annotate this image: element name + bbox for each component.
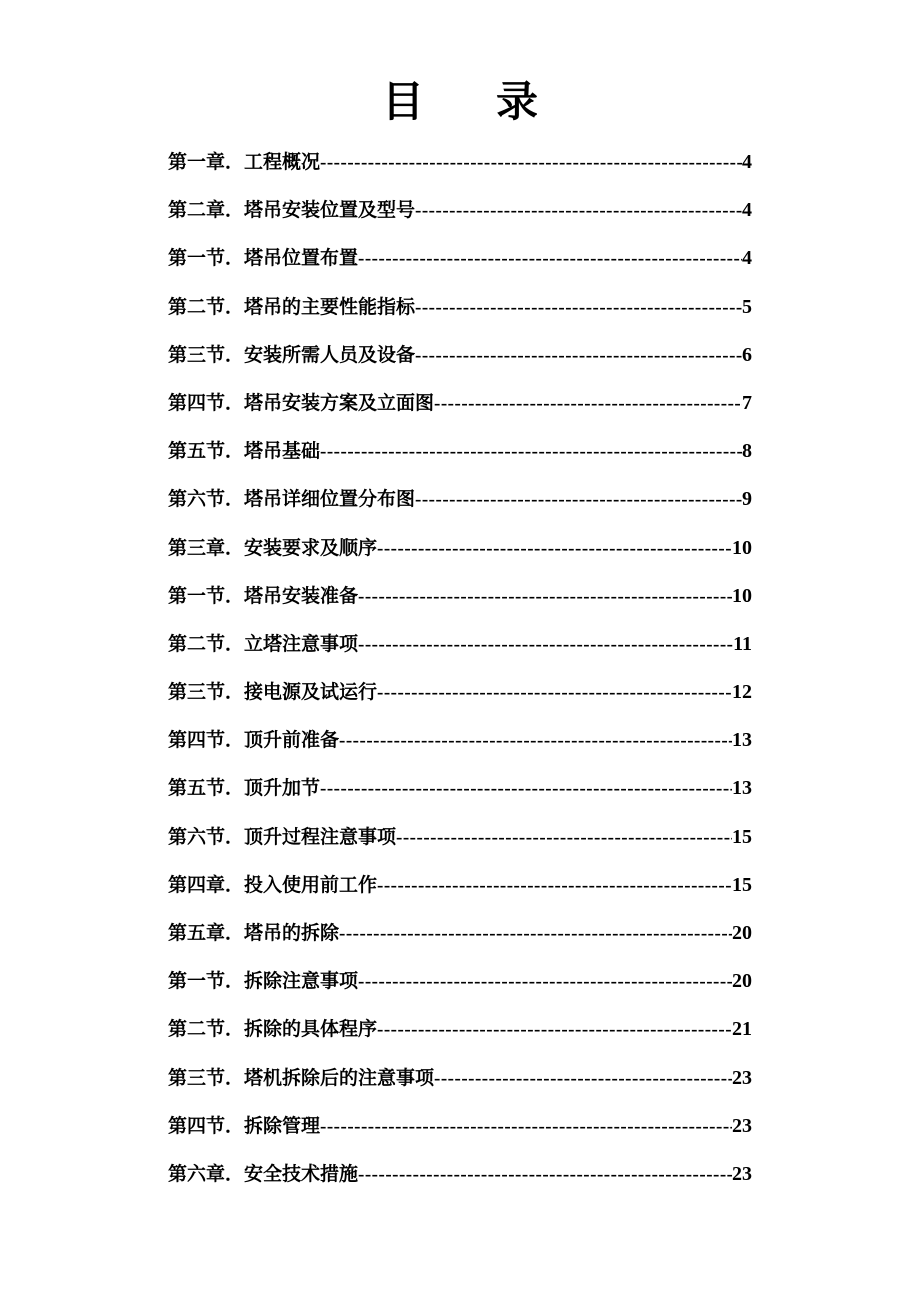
toc-leader-dashes — [415, 476, 742, 523]
toc-leader-dashes — [320, 428, 742, 475]
toc-entry-page-number: 20 — [732, 970, 752, 993]
toc-entry-page-number: 4 — [742, 199, 752, 222]
toc-entry-label: 第四节．拆除管理 — [168, 1114, 321, 1137]
toc-entry-page-number: 13 — [732, 777, 752, 800]
toc-entry[interactable] — [168, 909, 752, 957]
toc-leader-dashes — [320, 139, 742, 186]
toc-entry[interactable] — [168, 620, 752, 668]
toc-entry-page-number: 4 — [742, 151, 752, 173]
toc-leader-dashes — [434, 1055, 732, 1102]
toc-leader-dashes — [358, 573, 732, 620]
toc-entry-label: 第二章．塔吊安装位置及型号 — [168, 199, 416, 222]
toc-entry-label: 第三章．安装要求及顺序 — [168, 536, 378, 559]
toc-entry[interactable] — [168, 379, 752, 427]
toc-entry[interactable] — [168, 861, 752, 909]
toc-entry[interactable] — [168, 475, 752, 523]
toc-leader-dashes — [415, 187, 742, 234]
toc-entry[interactable] — [168, 234, 752, 282]
toc-leader-dashes — [377, 669, 732, 716]
toc-leader-dashes — [358, 958, 732, 1005]
toc-entry[interactable] — [168, 764, 752, 812]
toc-entry[interactable] — [168, 186, 752, 234]
toc-entry-page-number: 20 — [732, 922, 752, 944]
toc-entry-page-number: 4 — [742, 247, 752, 270]
toc-entry[interactable] — [168, 524, 752, 572]
toc-leader-dashes — [377, 525, 732, 572]
toc-entry-label: 第四章．投入使用前工作 — [168, 873, 378, 896]
toc-entry-page-number: 7 — [742, 391, 752, 414]
toc-entry-page-number: 23 — [732, 1162, 752, 1185]
toc-entry-page-number: 13 — [732, 729, 752, 752]
toc-entry-label: 第五节．塔吊基础 — [168, 440, 321, 463]
page-title — [0, 72, 920, 132]
toc-entry-label: 第四节．顶升前准备 — [168, 729, 340, 752]
toc-leader-dashes — [358, 621, 733, 668]
toc-entry-label: 第一章．工程概况 — [168, 151, 321, 173]
toc-entry[interactable] — [168, 138, 752, 186]
toc-leader-dashes — [320, 765, 732, 812]
toc-entry-label: 第三节．接电源及试运行 — [168, 681, 378, 704]
toc-entry[interactable] — [168, 1102, 752, 1150]
toc-entry-label: 第二节．拆除的具体程序 — [168, 1018, 378, 1041]
toc-leader-dashes — [415, 332, 742, 379]
toc-entry-label: 第四节．塔吊安装方案及立面图 — [168, 391, 435, 414]
toc-entry[interactable] — [168, 1005, 752, 1053]
toc-entry-page-number: 5 — [742, 295, 752, 318]
toc-entry-label: 第三节．塔机拆除后的注意事项 — [168, 1066, 435, 1089]
toc-entry[interactable] — [168, 283, 752, 331]
toc-entry[interactable] — [168, 813, 752, 861]
title-char-1: 目 — [381, 77, 424, 126]
toc-entry-page-number: 23 — [732, 1114, 752, 1137]
toc-entry-page-number: 12 — [732, 681, 752, 704]
toc-entry-page-number: 15 — [732, 873, 752, 896]
toc-entry-page-number: 6 — [742, 343, 752, 366]
toc-entry-page-number: 10 — [732, 584, 752, 607]
toc-entry-page-number: 10 — [732, 536, 752, 559]
toc-entry-label: 第二节．塔吊的主要性能指标 — [168, 295, 416, 318]
toc-entry[interactable] — [168, 1054, 752, 1102]
toc-entry[interactable] — [168, 668, 752, 716]
toc-entry-page-number: 11 — [733, 632, 752, 655]
toc-entry-page-number: 23 — [732, 1066, 752, 1089]
toc-entry-page-number: 15 — [732, 825, 752, 848]
toc-leader-dashes — [377, 1006, 732, 1053]
toc-leader-dashes — [339, 910, 732, 957]
toc-entry-label: 第五章．塔吊的拆除 — [168, 922, 340, 944]
toc-leader-dashes — [339, 717, 732, 764]
toc-entry-label: 第一节．塔吊位置布置 — [168, 247, 359, 270]
toc-entry-page-number: 21 — [732, 1018, 752, 1041]
toc-entry-label: 第六节．塔吊详细位置分布图 — [168, 488, 416, 511]
toc-entry[interactable] — [168, 716, 752, 764]
toc-leader-dashes — [377, 862, 732, 909]
title-char-2: 录 — [496, 77, 539, 126]
toc-leader-dashes — [396, 814, 732, 861]
toc-leader-dashes — [415, 284, 742, 331]
table-of-contents — [168, 138, 752, 1198]
toc-entry-page-number: 9 — [742, 488, 752, 511]
toc-entry-label: 第五节．顶升加节 — [168, 777, 321, 800]
toc-leader-dashes — [358, 235, 742, 282]
toc-leader-dashes — [358, 1151, 732, 1198]
toc-leader-dashes — [320, 1103, 732, 1150]
toc-entry-label: 第三节．安装所需人员及设备 — [168, 343, 416, 366]
toc-entry-label: 第一节．拆除注意事项 — [168, 970, 359, 993]
toc-entry-label: 第一节．塔吊安装准备 — [168, 584, 359, 607]
toc-leader-dashes — [434, 380, 742, 427]
toc-entry-label: 第六节．顶升过程注意事项 — [168, 825, 397, 848]
toc-entry[interactable] — [168, 1150, 752, 1198]
toc-entry[interactable] — [168, 331, 752, 379]
toc-entry[interactable] — [168, 427, 752, 475]
toc-entry[interactable] — [168, 957, 752, 1005]
toc-entry-page-number: 8 — [742, 440, 752, 463]
toc-entry-label: 第六章．安全技术措施 — [168, 1162, 359, 1185]
toc-entry-label: 第二节．立塔注意事项 — [168, 632, 359, 655]
toc-entry[interactable] — [168, 572, 752, 620]
